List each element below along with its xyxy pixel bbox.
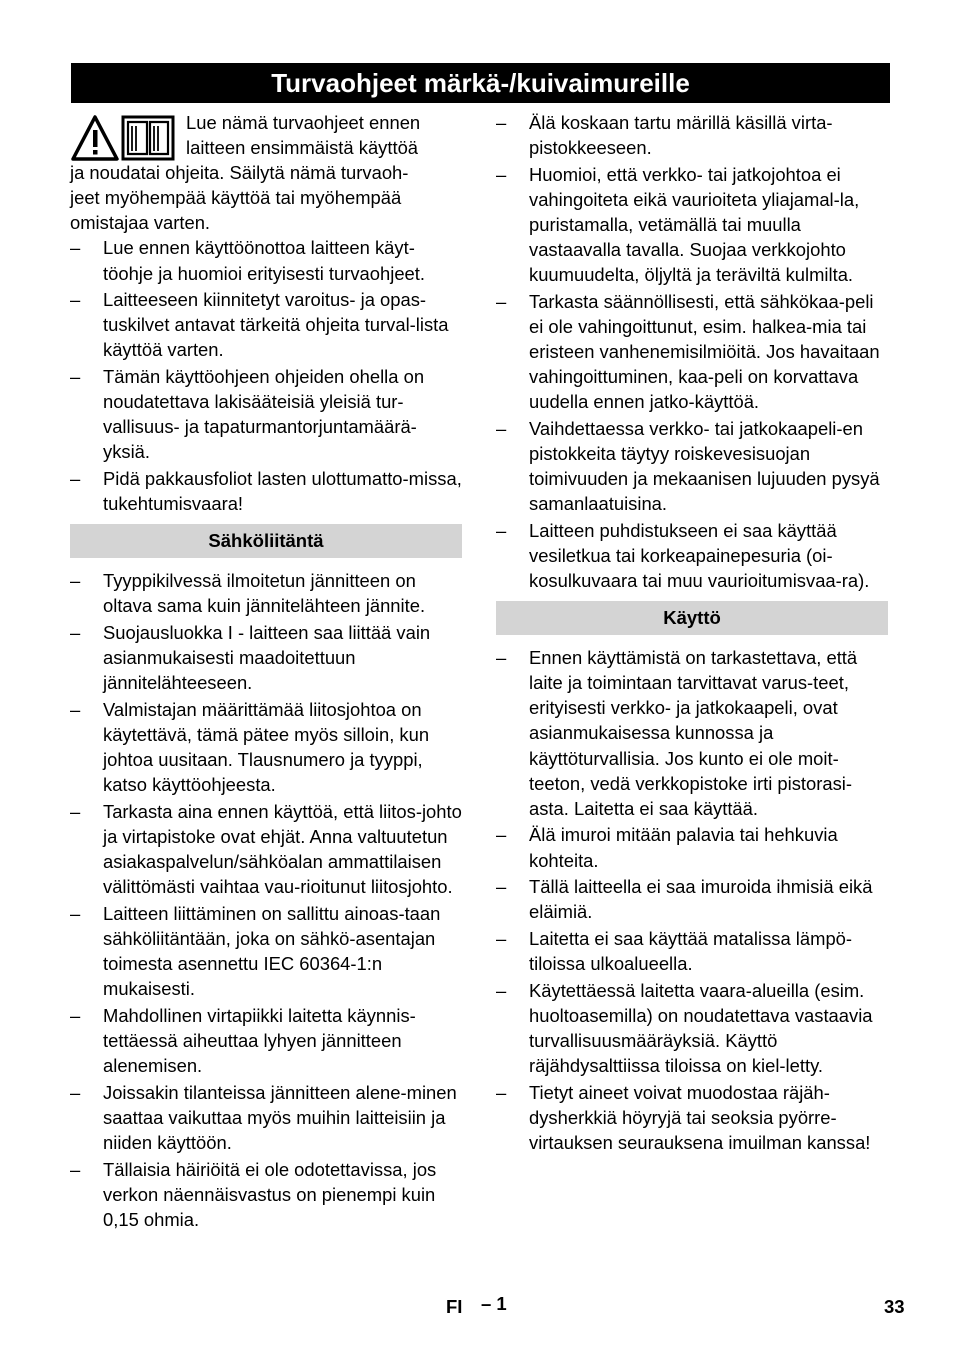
list-item-text: Tämän käyttöohjeen ohjeiden ohella on noudatettava lakisääteisiä yleisiä tur-vallisuus- ja tapaturmantorjuntamäärä-yksiä. <box>103 366 425 463</box>
intro-block <box>70 110 462 235</box>
list-item <box>496 518 888 593</box>
section-heading-operation: Käyttö <box>496 601 888 635</box>
list-item-text: Huomioi, että verkko- tai jatkojohtoa ei vahingoiteta eikä vaurioiteta yliajamal-la, puristamalla, vetämällä tai muulla vastaavalla tavalla. Suojaa verkkojohto kuumuudelta, öljyltä ja teräviltä kulmilta. <box>529 163 860 286</box>
list-item-text: Mahdollinen virtapiikki laitetta käynnis-tettäessä aiheuttaa lyhyen jännitteen alenemisen. <box>103 1004 416 1077</box>
list-item <box>496 978 888 1078</box>
list-item-text: Tyyppikilvessä ilmoitetun jännitteen on oltava sama kuin jännitelähteen jännite. <box>103 570 426 617</box>
list-item <box>70 568 462 618</box>
dash-bullet: – <box>496 163 507 185</box>
page-title: Turvaohjeet märkä-/kuivaimureille <box>71 63 890 103</box>
dash-bullet: – <box>70 1081 81 1103</box>
right-column <box>496 110 888 1157</box>
list-item <box>70 620 462 695</box>
list-item-text: Valmistajan määrittämää liitosjohtoa on käytettävä, tämä pätee myös silloin, kun johtoa uusitaan. Tlausnumero ja tyyppi, katso käyttöohjeesta. <box>103 698 430 796</box>
list-item <box>496 289 888 414</box>
list-item <box>496 110 888 160</box>
list-item-text: Vaihdettaessa verkko- tai jatkokaapeli-en pistokkeita täytyy roiskevesisuojan toimivuuden ja mekaanisen lujuuden pysyä samanlaatuisina. <box>529 417 880 515</box>
dash-bullet: – <box>496 290 507 312</box>
list-item-text: Laitteen puhdistukseen ei saa käyttää vesiletkua tai korkeapainepesuria (oi-kosulkuvaara tai muu vaurioitumisvaa-ra). <box>529 519 870 592</box>
list-item-text: Älä imuroi mitään palavia tai hehkuvia kohteita. <box>529 824 838 871</box>
dash-bullet: – <box>496 112 507 133</box>
dash-bullet: – <box>70 289 81 311</box>
dash-bullet: – <box>496 824 507 846</box>
dash-bullet: – <box>70 366 81 388</box>
list-item-text: Suojausluokka I - laitteen saa liittää vain asianmukaisesti maadoitettuun jännitelähteeseen. <box>103 622 431 694</box>
electrical-list <box>70 568 462 1232</box>
safety-icons <box>70 114 176 162</box>
dash-bullet: – <box>70 1158 81 1180</box>
list-item-text: Tällä laitteella ei saa imuroida ihmisiä eikä eläimiä. <box>529 876 873 923</box>
list-item-text: Joissakin tilanteissa jännitteen alene-minen saattaa vaikuttaa myös muihin laitteisiin ja niiden käyttöön. <box>103 1081 457 1153</box>
list-item-text: Tietyt aineet voivat muodostaa räjäh-dysherkkiä höyryjä tai seoksia pyörre-virtauksen seurauksena imuilman kanssa! <box>529 1081 871 1153</box>
intro-line: ja noudatai ohjeita. Säilytä nämä turvaoh- <box>70 162 409 184</box>
warning-triangle-icon <box>73 117 117 159</box>
list-item <box>496 874 888 924</box>
list-item <box>496 926 888 976</box>
list-item <box>496 416 888 516</box>
list-item-text: Laitetta ei saa käyttää matalissa lämpö-tiloissa ulkoalueella. <box>529 927 853 975</box>
list-item <box>70 697 462 797</box>
manual-book-icon <box>123 117 173 159</box>
list-item-text: Tarkasta aina ennen käyttöä, että liitos-johto ja virtapistoke ovat ehjät. Anna valtuutetun asiakaspalvelun/sähköalan ammattilaisen välittömästi vaihtaa vau-rioitunut liitosjohto. <box>103 800 462 898</box>
list-item-text: Tällaisia häiriöitä ei ole odotettavissa, jos verkon näennäisvastus on pienempi kuin 0,15 ohmia. <box>103 1158 437 1230</box>
dash-bullet: – <box>70 902 81 924</box>
dash-bullet: – <box>70 468 81 490</box>
list-item <box>70 1003 462 1078</box>
list-item <box>70 1157 462 1232</box>
list-item <box>70 901 462 1001</box>
dash-bullet: – <box>496 1081 507 1103</box>
dash-bullet: – <box>496 417 507 439</box>
section-heading-electrical: Sähköliitäntä <box>70 524 462 558</box>
intro-line: jeet myöhempää käyttöä tai myöhempää <box>70 187 402 209</box>
list-item <box>70 1080 462 1155</box>
list-item <box>70 466 462 516</box>
list-item-text: Laitteen liittäminen on sallittu ainoas-taan sähköliitäntään, joka on sähkö-asentajan toimesta asennettu IEC 60364-1:n mukaisesti. <box>103 902 441 1000</box>
dash-bullet: – <box>70 800 81 822</box>
footer-language: FI <box>446 1296 463 1317</box>
dash-bullet: – <box>496 927 507 949</box>
list-item <box>496 822 888 872</box>
list-item-text: Ennen käyttämistä on tarkastettava, että laite ja toimintaan tarvittavat varus-teet, erityisesti verkko- ja jatkokaapeli, ovat asianmukaisessa kunnossa ja käyttöturvallisia. Jos kunto ei ole moit-teeton, vedä verkkopistoke irti pistorasi-asta. Laitetta ei saa käyttää. <box>529 647 858 819</box>
list-item <box>496 645 888 821</box>
intro-line: laitteen ensimmäistä käyttöä <box>186 137 419 159</box>
list-item <box>70 235 462 285</box>
intro-line: omistajaa varten. <box>70 212 211 234</box>
dash-bullet: – <box>496 647 507 669</box>
list-item-text: Lue ennen käyttöönottoa laitteen käyt-töohje ja huomioi erityisesti turvaohjeet. <box>103 237 426 284</box>
dash-bullet: – <box>70 570 81 592</box>
electrical-list-continued <box>496 110 888 593</box>
operation-list <box>496 645 888 1155</box>
dash-bullet: – <box>70 698 81 720</box>
dash-bullet: – <box>496 519 507 541</box>
dash-bullet: – <box>70 622 81 644</box>
list-item-text: Älä koskaan tartu märillä käsillä virta-pistokkeeseen. <box>529 112 833 159</box>
general-safety-list <box>70 235 462 516</box>
list-item <box>496 1080 888 1155</box>
list-item-text: Tarkasta säännöllisesti, että sähkökaa-peli ei ole vahingoittunut, esim. halkea-mia tai eristeen vanhenemisilmiöitä. Jos havaitaan vahingoittuminen, kaa-peli on korvattava uudella ennen jatko-käyttöä. <box>529 290 880 413</box>
dash-bullet: – <box>496 979 507 1001</box>
dash-bullet: – <box>496 876 507 898</box>
dash-bullet: – <box>70 237 81 259</box>
dash-bullet: – <box>70 1004 81 1026</box>
list-item <box>70 287 462 362</box>
list-item-text: Käytettäessä laitetta vaara-alueilla (esim. huoltoasemilla) on noudatettava vastaavia turvallisuusmääräyksiä. Käyttö räjähdysalttiissa tiloissa on kiel-letty. <box>529 979 873 1077</box>
list-item <box>496 162 888 287</box>
footer-page-number: 33 <box>884 1296 905 1317</box>
intro-line: Lue nämä turvaohjeet ennen <box>186 112 421 133</box>
list-item <box>70 799 462 899</box>
footer-page-marker: – 1 <box>481 1293 507 1314</box>
list-item-text: Pidä pakkausfoliot lasten ulottumatto-missa, tukehtumisvaara! <box>103 468 462 515</box>
left-column <box>70 110 462 1233</box>
list-item <box>70 364 462 464</box>
list-item-text: Laitteeseen kiinnitetyt varoitus- ja opas-tuskilvet antavat tärkeitä ohjeita turval-lista käyttöä varten. <box>103 289 449 361</box>
